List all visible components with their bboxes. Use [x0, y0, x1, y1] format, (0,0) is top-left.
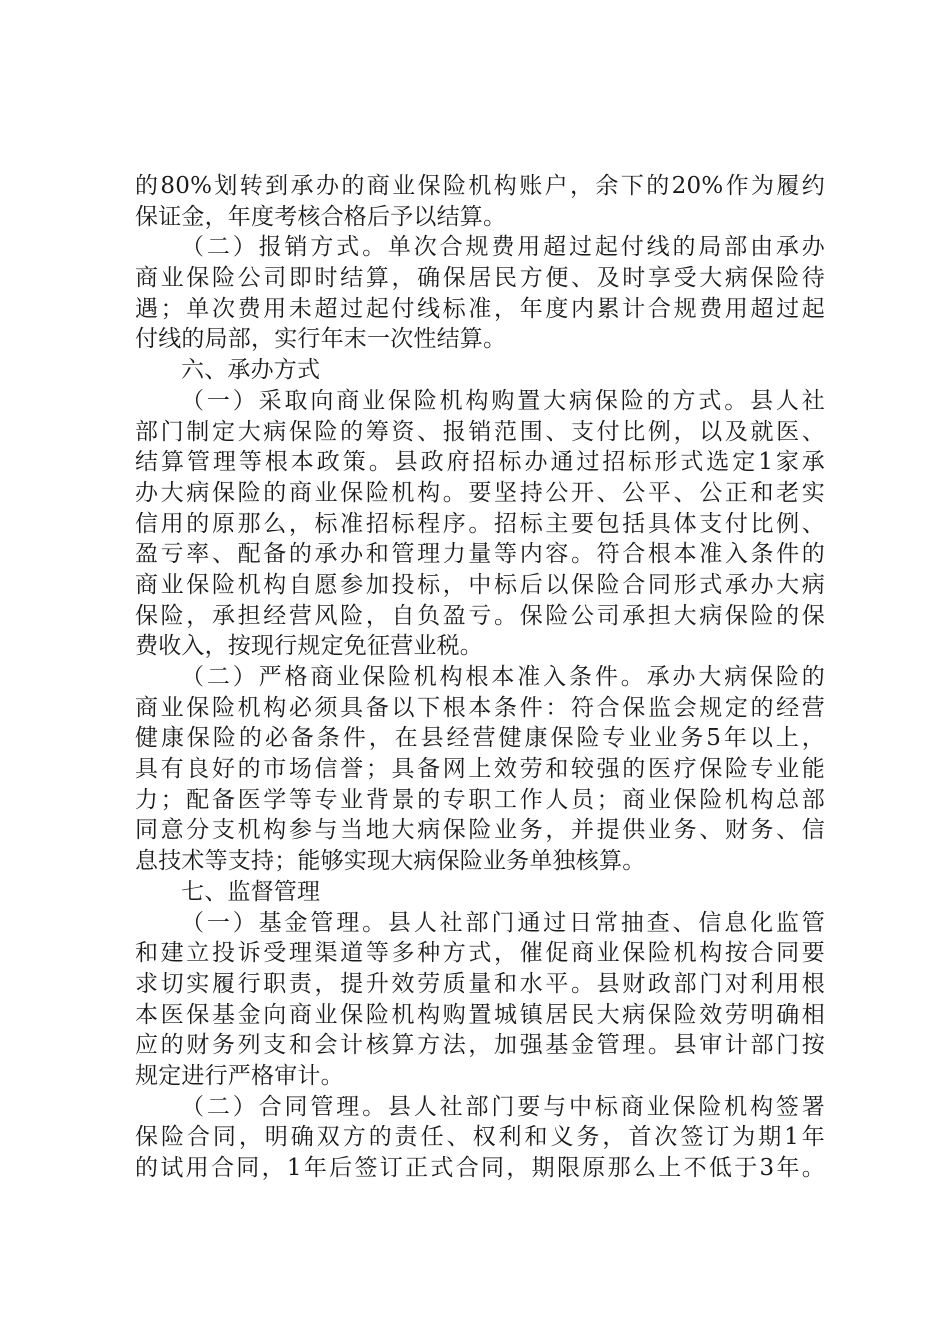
- text-line: 办大病保险的商业保险机构。要坚持公开、公平、公正和老实: [135, 479, 825, 506]
- text-line: 商业保险机构必须具备以下根本条件：符合保监会规定的经营: [135, 694, 825, 721]
- text-line: 息技术等支持；能够实现大病保险业务单独核算。: [135, 848, 646, 875]
- text-line: 力；配备医学等专业背景的专职工作人员；商业保险机构总部: [135, 786, 825, 813]
- text-line: 保证金，年度考核合格后予以结算。: [135, 203, 507, 230]
- text-line: 和建立投诉受理渠道等多种方式，催促商业保险机构按合同要: [135, 940, 825, 967]
- text-line: 的试用合同，1年后签订正式合同，期限原那么上不低于3年。: [135, 1155, 825, 1181]
- text-line: 商业保险公司即时结算，确保居民方便、及时享受大病保险待: [135, 265, 825, 292]
- text-line: 规定进行严格审计。: [135, 1062, 344, 1089]
- text-line: 具有良好的市场信誉；具备网上效劳和较强的医疗保险专业能: [135, 756, 825, 783]
- text-line: 遇；单次费用未超过起付线标准，年度内累计合规费用超过起: [135, 295, 825, 322]
- text-line: 同意分支机构参与当地大病保险业务，并提供业务、财务、信: [135, 817, 825, 844]
- text-line: 付线的局部，实行年末一次性结算。: [135, 326, 507, 353]
- text-line: （二）报销方式。单次合规费用超过起付线的局部由承办: [181, 234, 825, 261]
- text-line: 结算管理等根本政策。县政府招标办通过招标形式选定1家承: [135, 449, 825, 476]
- text-line: 信用的原那么，标准招标程序。招标主要包括具体支付比例、: [135, 510, 825, 537]
- text-line: 费收入，按现行规定免征营业税。: [135, 633, 483, 660]
- text-line: 商业保险机构自愿参加投标，中标后以保险合同形式承办大病: [135, 571, 825, 598]
- text-line: 部门制定大病保险的筹资、报销范围、支付比例，以及就医、: [135, 418, 825, 445]
- text-line: 七、监督管理: [181, 878, 321, 905]
- text-line: 盈亏率、配备的承办和管理力量等内容。符合根本准入条件的: [135, 541, 825, 568]
- text-line: （二）严格商业保险机构根本准入条件。承办大病保险的: [181, 664, 825, 690]
- text-line: （二）合同管理。县人社部门要与中标商业保险机构签署: [181, 1093, 825, 1120]
- text-line: 健康保险的必备条件，在县经营健康保险专业业务5年以上，: [135, 725, 825, 752]
- text-line: 求切实履行职责，提升效劳质量和水平。县财政部门对利用根: [135, 970, 825, 997]
- document-body: [135, 171, 825, 1184]
- text-line: （一）采取向商业保险机构购置大病保险的方式。县人社: [181, 387, 825, 414]
- text-line: （一）基金管理。县人社部门通过日常抽查、信息化监管: [181, 909, 825, 936]
- text-line: 应的财务列支和会计核算方法，加强基金管理。县审计部门按: [135, 1032, 825, 1059]
- text-line: 本医保基金向商业保险机构购置城镇居民大病保险效劳明确相: [135, 1001, 825, 1028]
- text-line: 保险，承担经营风险，自负盈亏。保险公司承担大病保险的保: [135, 602, 825, 629]
- text-line: 六、承办方式: [181, 357, 321, 384]
- text-line: 的80%划转到承办的商业保险机构账户，余下的20%作为履约: [135, 173, 825, 199]
- text-line: 保险合同，明确双方的责任、权利和义务，首次签订为期1年: [135, 1124, 825, 1151]
